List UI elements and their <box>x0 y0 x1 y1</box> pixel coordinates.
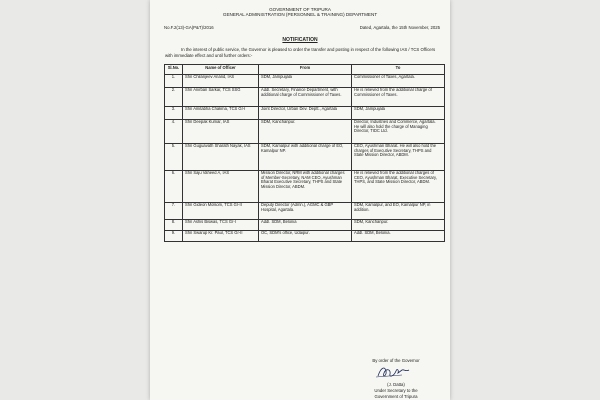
cell-to: He is relieved from the additional charge of Commissioner of Taxes. <box>352 87 445 106</box>
table-row <box>165 202 445 219</box>
cell-name: Shri Ashis Biswas, TCS Gr-I <box>183 219 259 230</box>
cell-to: SDM, Kamalpur, and EO, Kamalpur NP, in addition. <box>352 202 445 219</box>
header-from: From <box>259 65 352 75</box>
cell-name: Shri Guguavath Sharath Nayak, IAS <box>183 143 259 170</box>
cell-name: Shri Saju Vaheed A, IAS <box>183 170 259 202</box>
cell-to: SDM, Kanchanpur. <box>352 219 445 230</box>
cell-name: Shri Amitabha Chakma, TCS Gr-I <box>183 106 259 119</box>
table-row <box>165 119 445 143</box>
cell-from: OC, SDM's office, Udaipur. <box>259 230 352 241</box>
table-row <box>165 170 445 202</box>
cell-to: Commissioner of Taxes, Agartala. <box>352 74 445 87</box>
cell-slno: 6. <box>165 170 183 202</box>
table-row <box>165 143 445 170</box>
cell-from: Addl. Secretary, Finance Department, with additional charge of Commissioner of Taxes. <box>259 87 352 106</box>
cell-from: SDM, Kanchanpur. <box>259 119 352 143</box>
notification-title: NOTIFICATION <box>282 37 318 43</box>
signatory-designation: Under Secretary to the <box>374 388 418 393</box>
cell-name: Shri Swarup Kr. Paul, TCS Gr-II <box>183 230 259 241</box>
cell-name: Shri Anirban Sarkar, TCS SSG <box>183 87 259 106</box>
cell-to: CEO, Ayushman Bharat. He will also hold the charges of Executive Secretary, THPS and State Mission Director, ABDM. <box>352 143 445 170</box>
cell-to: He is relieved from the additional charges of CEO, Ayushman Bharat, Executive Secretary, THPS, and State Mission Director, ABDM. <box>352 170 445 202</box>
header-to: To <box>352 65 445 75</box>
cell-slno: 5. <box>165 143 183 170</box>
cell-from: Deputy Director (Admn.), AGMC & GBP Hospital, Agartala. <box>259 202 352 219</box>
table-row <box>165 87 445 106</box>
govt-header: GOVERNMENT OF TRIPURA <box>269 7 331 12</box>
header-slno: Sl.No. <box>165 65 183 75</box>
signatory-government: Government of Tripura <box>374 394 418 399</box>
header-name: Name of Officer <box>183 65 259 75</box>
cell-from: SDM, Jampuijala <box>259 74 352 87</box>
cell-from: Mission Director, NRM with additional charges of Member-Secretary, NAM CEO, Ayushman Bharat Executive Secretary, THPS and State Mission Director, ABDM. <box>259 170 352 202</box>
cell-slno: 4. <box>165 119 183 143</box>
table-row <box>165 230 445 241</box>
cell-from: Addl. SDM, Belonia <box>259 219 352 230</box>
notification-page <box>150 0 450 400</box>
date-line: Dated, Agartala, the 15th November, 2025 <box>359 25 440 30</box>
transfer-table <box>164 64 445 242</box>
cell-name: Shri Chilanjeev Anand, IAS <box>183 74 259 87</box>
reference-number: No.F.2(13)-GA(P&T)/2016 <box>164 25 214 30</box>
cell-from: SDM, Kamalpur with additional charge of EO, Kamalpur NP. <box>259 143 352 170</box>
cell-slno: 1. <box>165 74 183 87</box>
department-header: GENERAL ADMINISTRATION (PERSONNEL & TRAINING) DEPARTMENT <box>222 12 378 17</box>
signature-icon <box>372 364 416 380</box>
cell-name: Shri Gideon Molsom, TCS Gr-II <box>183 202 259 219</box>
by-order-line: By order of the Governor <box>372 358 420 363</box>
table-row <box>165 219 445 230</box>
cell-to: Director, Industries and Commerce, Agartala. He will also hold the charge of Managing Director, TIDC Ltd. <box>352 119 445 143</box>
cell-from: Joint Director, Urban Dev. Deptt., Agartala <box>259 106 352 119</box>
table-header-row <box>165 65 445 75</box>
cell-to: Addl. SDM, Belonia. <box>352 230 445 241</box>
cell-to: SDM, Jampuijala <box>352 106 445 119</box>
cell-slno: 3. <box>165 106 183 119</box>
signatory-name: (J. Datta) <box>387 382 405 387</box>
cell-slno: 7. <box>165 202 183 219</box>
cell-slno: 2. <box>165 87 183 106</box>
cell-slno: 8. <box>165 219 183 230</box>
table-row <box>165 74 445 87</box>
cell-slno: 9. <box>165 230 183 241</box>
intro-paragraph: In the interest of public service, the Governor is pleased to order the transfer and posting in respect of the following IAS / TCS Officers with immediate effect and until further orders:- <box>165 47 436 58</box>
cell-name: Shri Deepak Kumar, IAS <box>183 119 259 143</box>
table-row <box>165 106 445 119</box>
